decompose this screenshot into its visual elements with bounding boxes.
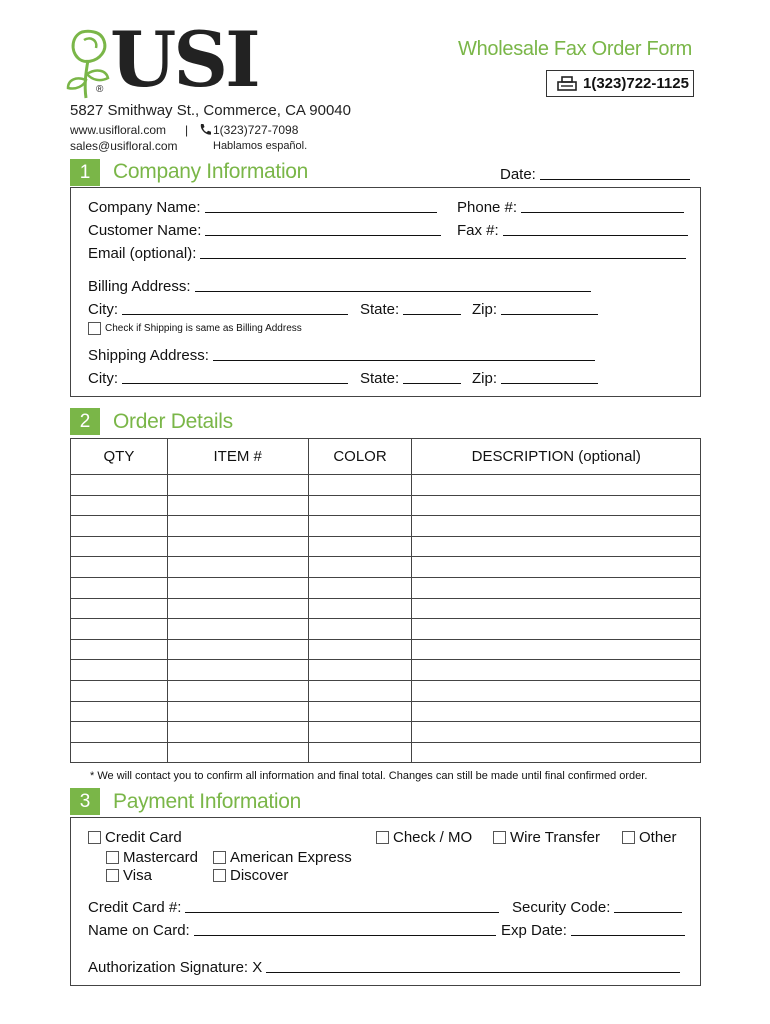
order-cell-description[interactable]	[412, 516, 701, 537]
billing-address-field[interactable]	[88, 278, 591, 295]
table-row	[71, 475, 701, 496]
order-cell-item[interactable]	[167, 639, 308, 660]
order-cell-qty[interactable]	[71, 639, 168, 660]
fax-label: Fax #:	[457, 222, 499, 239]
section-3-number: 3	[70, 788, 100, 815]
shipping-address-label: Shipping Address:	[88, 347, 209, 364]
order-cell-item[interactable]	[167, 680, 308, 701]
order-cell-item[interactable]	[167, 598, 308, 619]
order-cell-item[interactable]	[167, 577, 308, 598]
section-1-title: Company Information	[113, 160, 309, 183]
email-label: Email (optional):	[88, 245, 197, 262]
section-2-number: 2	[70, 408, 100, 435]
confirmation-note: * We will contact you to confirm all information and final total. Changes can still be made until final confirmed order.	[90, 770, 648, 782]
shipping-state-field[interactable]	[360, 370, 461, 387]
credit-card-label: Credit Card	[105, 829, 182, 846]
same-shipping-checkbox[interactable]	[88, 322, 101, 335]
customer-name-field[interactable]	[88, 222, 441, 239]
american-express-checkbox[interactable]	[213, 851, 226, 864]
billing-city-field[interactable]	[88, 301, 348, 318]
shipping-zip-field[interactable]	[472, 370, 598, 387]
order-cell-qty[interactable]	[71, 722, 168, 743]
table-row	[71, 619, 701, 640]
company-address: 5827 Smithway St., Commerce, CA 90040	[70, 102, 351, 119]
same-shipping-checkbox-row[interactable]	[88, 322, 302, 335]
order-details-table	[70, 438, 701, 763]
name-on-card-label: Name on Card:	[88, 922, 190, 939]
order-cell-description[interactable]	[412, 680, 701, 701]
name-on-card-field[interactable]	[88, 922, 496, 939]
wire-transfer-option[interactable]	[493, 829, 600, 846]
mastercard-option[interactable]	[106, 849, 198, 866]
table-row	[71, 722, 701, 743]
order-cell-color[interactable]	[308, 577, 412, 598]
authorization-signature-field[interactable]	[88, 959, 680, 976]
order-cell-color[interactable]	[308, 680, 412, 701]
american-express-label: American Express	[230, 849, 352, 866]
order-cell-color[interactable]	[308, 701, 412, 722]
check-mo-option[interactable]	[376, 829, 472, 846]
column-header-description: DESCRIPTION (optional)	[412, 439, 701, 475]
shipping-address-field[interactable]	[88, 347, 595, 364]
section-1-number: 1	[70, 159, 100, 186]
mastercard-checkbox[interactable]	[106, 851, 119, 864]
order-cell-qty[interactable]	[71, 619, 168, 640]
order-cell-description[interactable]	[412, 701, 701, 722]
order-cell-qty[interactable]	[71, 516, 168, 537]
order-cell-item[interactable]	[167, 742, 308, 763]
visa-checkbox[interactable]	[106, 869, 119, 882]
section-2-title: Order Details	[113, 410, 233, 433]
order-cell-description[interactable]	[412, 660, 701, 681]
date-label: Date:	[500, 166, 536, 183]
order-cell-item[interactable]	[167, 660, 308, 681]
phone-label: Phone #:	[457, 199, 518, 216]
check-mo-checkbox[interactable]	[376, 831, 389, 844]
order-cell-description[interactable]	[412, 619, 701, 640]
authorization-signature-label: Authorization Signature: X	[88, 959, 263, 976]
other-option[interactable]	[622, 829, 677, 846]
billing-state-field[interactable]	[360, 301, 461, 318]
column-header-color: COLOR	[308, 439, 412, 475]
credit-card-checkbox[interactable]	[88, 831, 101, 844]
order-cell-description[interactable]	[412, 577, 701, 598]
order-cell-qty[interactable]	[71, 742, 168, 763]
order-cell-color[interactable]	[308, 639, 412, 660]
order-cell-item[interactable]	[167, 619, 308, 640]
order-cell-color[interactable]	[308, 742, 412, 763]
order-cell-color[interactable]	[308, 619, 412, 640]
order-cell-qty[interactable]	[71, 557, 168, 578]
order-cell-item[interactable]	[167, 557, 308, 578]
american-express-option[interactable]	[213, 849, 352, 866]
other-label: Other	[639, 829, 677, 846]
table-row	[71, 536, 701, 557]
same-shipping-label: Check if Shipping is same as Billing Address	[105, 323, 302, 334]
order-cell-color[interactable]	[308, 598, 412, 619]
phone-icon	[199, 123, 211, 136]
order-cell-item[interactable]	[167, 475, 308, 496]
discover-label: Discover	[230, 867, 289, 884]
fax-machine-icon	[557, 76, 577, 92]
order-cell-qty[interactable]	[71, 536, 168, 557]
discover-checkbox[interactable]	[213, 869, 226, 882]
order-cell-description[interactable]	[412, 475, 701, 496]
order-cell-color[interactable]	[308, 495, 412, 516]
company-name-label: Company Name:	[88, 199, 201, 216]
fax-field[interactable]	[457, 222, 688, 239]
wire-transfer-checkbox[interactable]	[493, 831, 506, 844]
order-cell-qty[interactable]	[71, 598, 168, 619]
order-cell-qty[interactable]	[71, 495, 168, 516]
mastercard-label: Mastercard	[123, 849, 199, 866]
check-mo-label: Check / MO	[393, 829, 473, 846]
date-field[interactable]	[500, 166, 690, 183]
order-cell-color[interactable]	[308, 475, 412, 496]
security-code-field[interactable]	[512, 899, 682, 916]
order-cell-description[interactable]	[412, 598, 701, 619]
section-3-title: Payment Information	[113, 790, 302, 813]
billing-address-label: Billing Address:	[88, 278, 191, 295]
spanish-note: Hablamos español.	[213, 140, 308, 152]
wire-transfer-label: Wire Transfer	[510, 829, 601, 846]
order-cell-qty[interactable]	[71, 660, 168, 681]
shipping-city-label: City:	[88, 370, 118, 387]
exp-date-field[interactable]	[501, 922, 685, 939]
credit-card-number-label: Credit Card #:	[88, 899, 182, 916]
other-checkbox[interactable]	[622, 831, 635, 844]
brand-name: USI	[110, 15, 258, 104]
column-header-item: ITEM #	[167, 439, 308, 475]
shipping-city-field[interactable]	[88, 370, 348, 387]
order-cell-color[interactable]	[308, 557, 412, 578]
table-row	[71, 639, 701, 660]
fax-number-box	[546, 70, 694, 97]
order-cell-color[interactable]	[308, 660, 412, 681]
order-cell-qty[interactable]	[71, 577, 168, 598]
fax-number: 1(323)722-1125	[583, 75, 689, 92]
order-cell-description[interactable]	[412, 742, 701, 763]
separator: |	[185, 123, 189, 137]
billing-zip-field[interactable]	[472, 301, 598, 318]
order-cell-qty[interactable]	[71, 475, 168, 496]
registered-mark: ®	[96, 84, 104, 95]
order-cell-item[interactable]	[167, 722, 308, 743]
order-cell-color[interactable]	[308, 536, 412, 557]
visa-option[interactable]	[106, 867, 152, 884]
order-cell-qty[interactable]	[71, 680, 168, 701]
discover-option[interactable]	[213, 867, 288, 884]
sales-email[interactable]: sales@usifloral.com	[70, 139, 178, 153]
order-cell-item[interactable]	[167, 516, 308, 537]
billing-state-label: State:	[360, 301, 400, 318]
form-title: Wholesale Fax Order Form	[458, 38, 692, 60]
order-cell-color[interactable]	[308, 516, 412, 537]
security-code-label: Security Code:	[512, 899, 611, 916]
order-cell-description[interactable]	[412, 495, 701, 516]
order-cell-description[interactable]	[412, 722, 701, 743]
rose-logo-icon	[64, 28, 114, 100]
billing-zip-label: Zip:	[472, 301, 498, 318]
billing-city-label: City:	[88, 301, 118, 318]
table-row	[71, 680, 701, 701]
visa-label: Visa	[123, 867, 152, 884]
shipping-state-label: State:	[360, 370, 400, 387]
order-cell-description[interactable]	[412, 639, 701, 660]
order-cell-description[interactable]	[412, 557, 701, 578]
table-row	[71, 557, 701, 578]
table-row	[71, 701, 701, 722]
phone-field[interactable]	[457, 199, 684, 216]
exp-date-label: Exp Date:	[501, 922, 567, 939]
order-cell-item[interactable]	[167, 536, 308, 557]
order-cell-item[interactable]	[167, 495, 308, 516]
credit-card-number-field[interactable]	[88, 899, 499, 916]
table-row	[71, 742, 701, 763]
table-row	[71, 516, 701, 537]
email-field[interactable]	[88, 245, 686, 262]
website[interactable]: www.usifloral.com	[70, 123, 167, 137]
customer-name-label: Customer Name:	[88, 222, 202, 239]
shipping-zip-label: Zip:	[472, 370, 498, 387]
phone-number: 1(323)727-7098	[213, 123, 299, 137]
table-row	[71, 577, 701, 598]
order-cell-description[interactable]	[412, 536, 701, 557]
order-cell-item[interactable]	[167, 701, 308, 722]
company-name-field[interactable]	[88, 199, 437, 216]
credit-card-option[interactable]	[88, 829, 182, 846]
table-row	[71, 660, 701, 681]
order-cell-qty[interactable]	[71, 701, 168, 722]
table-row	[71, 598, 701, 619]
table-row	[71, 495, 701, 516]
order-cell-color[interactable]	[308, 722, 412, 743]
column-header-qty: QTY	[71, 439, 168, 475]
